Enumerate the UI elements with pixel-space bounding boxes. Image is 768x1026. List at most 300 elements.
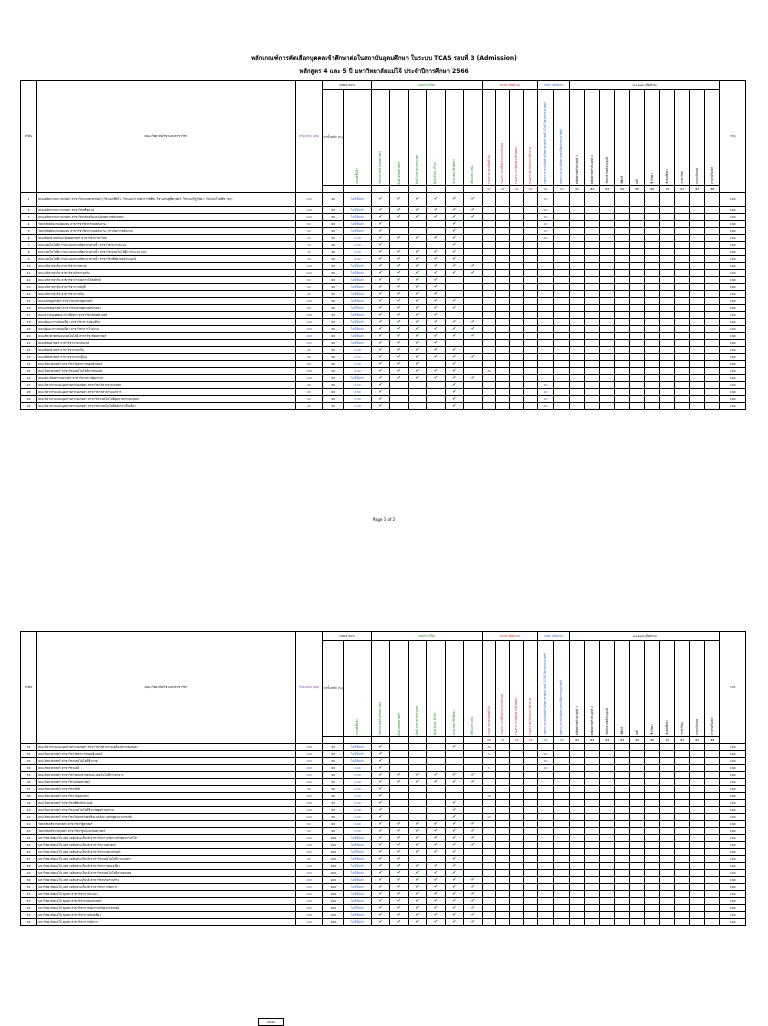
row-weight: 100 (323, 891, 344, 898)
row-subject-check: ✔ (445, 305, 463, 312)
row-no: 24 (21, 361, 37, 368)
row-alevel-blank (705, 319, 720, 326)
row-tgat-blank (496, 333, 510, 340)
row-total: 100 (720, 291, 746, 298)
row-subject-check: ✔ (445, 249, 463, 256)
row-alevel-blank (600, 326, 615, 333)
row-subject-check: ✔ (427, 235, 445, 242)
row-subject-check (464, 758, 483, 765)
row-tgat-blank (510, 361, 524, 368)
row-tgat-blank (510, 228, 524, 235)
row-tgat-blank (496, 389, 510, 396)
row-alevel-blank (600, 277, 615, 284)
row-tgat-blank (496, 786, 510, 793)
row-alevel-blank (600, 919, 615, 926)
row-alevel-blank (585, 877, 600, 884)
row-alevel-blank (660, 786, 675, 793)
row-subject-check: ✔ (408, 319, 426, 326)
row-alevel-blank (570, 249, 585, 256)
row-tpat (537, 912, 553, 919)
row-alevel-blank (615, 898, 630, 905)
row-alevel-blank (630, 905, 645, 912)
row-tgat-blank (524, 835, 538, 842)
table-row (21, 389, 746, 396)
row-faculty-name: คณะวิทยาศาสตร์ สาขาวิชาวิทยาศาสตร์สิ่งแวดล้อม (หลักสูตรนานาชาติ) (37, 814, 296, 821)
row-alevel-blank (660, 396, 675, 403)
row-subject-check: ✔ (371, 249, 389, 256)
row-seats: 60 (295, 382, 323, 389)
header-seats: จำนวนรับ (คน) (295, 632, 323, 744)
header-subject-4-label: ประเภทอาชีวศึกษา (451, 710, 456, 735)
row-tpat: 20 (537, 228, 553, 235)
row-alevel-blank (660, 849, 675, 856)
row-tgat (482, 772, 496, 779)
row-subject-check: ✔ (390, 919, 408, 926)
row-tgat-blank (496, 270, 510, 277)
row-faculty-name: คณะวิศวกรรมและอุตสาหกรรมเกษตร สาขาวิชาวิศวกรรมอาหาร (37, 389, 296, 396)
row-min-gpax: ไม่มีขั้นต่ำ (344, 284, 372, 291)
row-tgat-blank (510, 898, 524, 905)
row-alevel-blank (630, 375, 645, 382)
row-subject-check: ✔ (371, 221, 389, 228)
row-min-gpax: 2.00 (344, 800, 372, 807)
row-alevel-blank (690, 905, 705, 912)
row-tgat (482, 375, 496, 382)
row-subject-check: ✔ (464, 326, 483, 333)
row-alevel-blank (615, 256, 630, 263)
row-tgat-blank (510, 863, 524, 870)
row-alevel-blank (675, 340, 690, 347)
row-alevel-blank (645, 751, 660, 758)
row-subject-check: ✔ (408, 835, 426, 842)
row-subject-check: ✔ (371, 305, 389, 312)
row-alevel-blank (645, 828, 660, 835)
row-alevel-blank (645, 214, 660, 221)
row-tgat-blank (524, 221, 538, 228)
row-alevel-blank (630, 856, 645, 863)
row-tgat (482, 382, 496, 389)
row-subject-check: ✔ (445, 228, 463, 235)
header-alevel-3-label: ฟิสิกส์ (619, 176, 624, 184)
row-tpat-blank (554, 877, 570, 884)
row-alevel-blank (600, 333, 615, 340)
row-subject-check: ✔ (445, 256, 463, 263)
row-alevel-blank (570, 389, 585, 396)
row-alevel-blank (690, 800, 705, 807)
row-subject-check: ✔ (427, 354, 445, 361)
row-weight: 100 (323, 912, 344, 919)
row-tgat-blank (524, 214, 538, 221)
row-min-gpax: ไม่มีขั้นต่ำ (344, 877, 372, 884)
row-alevel-blank (630, 898, 645, 905)
row-alevel-blank (690, 242, 705, 249)
row-alevel-blank (690, 298, 705, 305)
row-subject-check (427, 856, 445, 863)
header-subject-4 (445, 641, 463, 737)
table-row (21, 765, 746, 772)
row-alevel-blank (705, 877, 720, 884)
row-total: 100 (720, 249, 746, 256)
header-alevel-2-label: วิทยาศาสตร์ประยุกต์ (604, 708, 609, 735)
row-subject-check: ✔ (371, 242, 389, 249)
row-alevel-blank (585, 800, 600, 807)
row-weight: 50 (323, 333, 344, 340)
row-subject-check (408, 242, 426, 249)
row-subject-check: ✔ (371, 235, 389, 242)
row-tgat-blank (496, 842, 510, 849)
row-alevel-blank (660, 333, 675, 340)
row-subject-check: ✔ (371, 842, 389, 849)
row-alevel-blank (705, 193, 720, 207)
header-subject-2 (408, 90, 426, 186)
row-tpat (537, 863, 553, 870)
row-subject-check: ✔ (464, 919, 483, 926)
row-alevel-blank (615, 884, 630, 891)
table-row (21, 807, 746, 814)
row-alevel-blank (600, 207, 615, 214)
row-alevel-blank (600, 814, 615, 821)
row-tpat (537, 284, 553, 291)
row-alevel-blank (675, 779, 690, 786)
row-alevel-blank (570, 765, 585, 772)
row-alevel-blank (675, 758, 690, 765)
row-tgat-blank (510, 842, 524, 849)
row-tgat-blank (524, 375, 538, 382)
row-subject-check: ✔ (371, 382, 389, 389)
row-total: 100 (720, 319, 746, 326)
row-tgat-blank (496, 884, 510, 891)
row-total: 100 (720, 207, 746, 214)
row-alevel-blank (600, 849, 615, 856)
row-alevel-blank (600, 298, 615, 305)
row-alevel-blank (615, 828, 630, 835)
row-min-gpax: 2.00 (344, 786, 372, 793)
row-tpat (537, 368, 553, 375)
row-alevel-blank (585, 891, 600, 898)
row-alevel-blank (645, 312, 660, 319)
score-code-7: 82 (585, 737, 600, 744)
row-alevel-blank (615, 291, 630, 298)
row-no: 52 (21, 891, 37, 898)
score-code-5: 95 (554, 186, 570, 193)
row-alevel-blank (705, 905, 720, 912)
row-subject-check: ✔ (464, 319, 483, 326)
row-weight: 50 (323, 800, 344, 807)
row-tpat (537, 856, 553, 863)
row-alevel-blank (615, 744, 630, 751)
row-alevel-blank (570, 228, 585, 235)
row-alevel-blank (585, 242, 600, 249)
header-alevel-1 (585, 90, 600, 186)
row-weight: 50 (323, 828, 344, 835)
row-tpat (537, 821, 553, 828)
row-tpat (537, 263, 553, 270)
row-faculty-name: คณะวิทยาศาสตร์ สาขาวิชาเคมี (37, 765, 296, 772)
row-tpat-blank (554, 193, 570, 207)
row-subject-check (390, 751, 408, 758)
row-alevel-blank (630, 193, 645, 207)
row-tgat (482, 800, 496, 807)
row-alevel-blank (660, 368, 675, 375)
row-subject-check (427, 744, 445, 751)
row-subject-check: ✔ (371, 284, 389, 291)
table-row (21, 242, 746, 249)
row-tgat-blank (510, 814, 524, 821)
row-tgat-blank (524, 347, 538, 354)
row-alevel-blank (630, 793, 645, 800)
row-weight: 50 (323, 375, 344, 382)
row-alevel-blank (630, 340, 645, 347)
row-alevel-blank (660, 263, 675, 270)
row-subject-check: ✔ (445, 368, 463, 375)
row-alevel-blank (675, 305, 690, 312)
code-blank-subject (464, 186, 483, 193)
row-alevel-blank (675, 256, 690, 263)
row-subject-check: ✔ (427, 828, 445, 835)
row-alevel-blank (645, 368, 660, 375)
row-alevel-blank (690, 396, 705, 403)
row-tgat-blank (496, 326, 510, 333)
row-alevel-blank (705, 235, 720, 242)
row-tgat (482, 312, 496, 319)
row-subject-check (464, 242, 483, 249)
row-alevel-blank (630, 842, 645, 849)
row-weight: 50 (323, 298, 344, 305)
row-subject-check: ✔ (427, 772, 445, 779)
table-row (21, 305, 746, 312)
row-alevel-blank (600, 870, 615, 877)
row-tgat: 10 (482, 814, 496, 821)
table-row (21, 751, 746, 758)
row-alevel-blank (645, 305, 660, 312)
row-tgat-blank (496, 758, 510, 765)
row-tgat-blank (510, 389, 524, 396)
row-faculty-name: มหาวิทยาลัยแม่โจ้-แพร่ เฉลิมพระเกียรติ สาขาวิชาเทคโนโลยีการเกษตร (37, 856, 296, 863)
row-tpat-blank (554, 919, 570, 926)
row-subject-check: ✔ (371, 898, 389, 905)
row-subject-check (427, 221, 445, 228)
header-tgat-1 (496, 641, 510, 737)
row-alevel-blank (705, 375, 720, 382)
row-subject-check (408, 814, 426, 821)
row-subject-check: ✔ (371, 361, 389, 368)
row-no: 19 (21, 326, 37, 333)
row-alevel-blank (645, 877, 660, 884)
header-subject-2-label: ศิลป์-ภาษาต่างประเทศ (414, 705, 419, 735)
row-tpat (537, 291, 553, 298)
row-alevel-blank (570, 256, 585, 263)
row-alevel-blank (675, 849, 690, 856)
row-no: 50 (21, 877, 37, 884)
row-tpat (537, 361, 553, 368)
row-seats: 100 (295, 905, 323, 912)
row-subject-check: ✔ (408, 898, 426, 905)
row-tgat-blank (510, 333, 524, 340)
row-tgat-blank (524, 779, 538, 786)
row-tpat (537, 772, 553, 779)
row-alevel-blank (630, 368, 645, 375)
row-alevel-blank (705, 221, 720, 228)
row-subject-check (464, 786, 483, 793)
row-alevel-blank (645, 744, 660, 751)
row-subject-check: ✔ (427, 284, 445, 291)
row-faculty-name: คณะศิลปศาสตร์ สาขาวิชาภาษาจีน (37, 347, 296, 354)
grand-total: 5040 (258, 1018, 284, 1026)
row-weight: 50 (323, 751, 344, 758)
row-alevel-blank (645, 856, 660, 863)
row-subject-check (390, 396, 408, 403)
row-weight: 50 (323, 284, 344, 291)
row-alevel-blank (585, 382, 600, 389)
row-alevel-blank (705, 298, 720, 305)
row-tgat-blank (496, 751, 510, 758)
row-subject-check (390, 758, 408, 765)
row-faculty-name: คณะผลิตกรรมการเกษตร สาขาวิชาส่งเสริมและนิเทศศาสตร์เกษตร (37, 214, 296, 221)
row-alevel-blank (645, 263, 660, 270)
row-alevel-blank (630, 221, 645, 228)
row-faculty-name: มหาวิทยาลัยแม่โจ้-แพร่ เฉลิมพระเกียรติ สาขาวิชาการท่องเที่ยว (37, 863, 296, 870)
row-subject-check: ✔ (371, 870, 389, 877)
score-code-0: 90 (482, 186, 496, 193)
row-alevel-blank (600, 800, 615, 807)
row-alevel-blank (600, 403, 615, 410)
row-no: 7 (21, 242, 37, 249)
row-tpat-blank (554, 389, 570, 396)
row-tpat (537, 786, 553, 793)
row-alevel-blank (660, 235, 675, 242)
row-subject-check: ✔ (390, 842, 408, 849)
row-faculty-name: คณะวิทยาศาสตร์ สาขาวิชาเทคโนโลยีสารสนเทศ (37, 368, 296, 375)
table-row (21, 326, 746, 333)
header-tgat-2-label: TGAT2 การคิดอย่างมีเหตุผล (514, 147, 519, 184)
table-row (21, 800, 746, 807)
row-alevel-blank (615, 221, 630, 228)
header-alevel-2-label: วิทยาศาสตร์ประยุกต์ (604, 157, 609, 184)
row-no: 10 (21, 263, 37, 270)
row-min-gpax: ไม่มีขั้นต่ำ (344, 326, 372, 333)
row-alevel-blank (570, 193, 585, 207)
row-subject-check (390, 403, 408, 410)
row-total: 100 (720, 821, 746, 828)
row-alevel-blank (690, 828, 705, 835)
row-tgat-blank (524, 758, 538, 765)
row-min-gpax: 2.00 (344, 779, 372, 786)
header-subject-0 (371, 641, 389, 737)
header-subject-1-label: ศิลป์-คณิตศาสตร์ (396, 161, 401, 184)
row-alevel-blank (675, 905, 690, 912)
row-tgat-blank (510, 849, 524, 856)
row-alevel-blank (690, 277, 705, 284)
row-alevel-blank (615, 305, 630, 312)
row-seats: 60 (295, 828, 323, 835)
row-alevel-blank (600, 361, 615, 368)
row-subject-check: ✔ (445, 863, 463, 870)
row-alevel-blank (570, 849, 585, 856)
row-subject-check: ✔ (445, 263, 463, 270)
row-weight: 50 (323, 382, 344, 389)
row-min-gpax: ไม่มีขั้นต่ำ (344, 263, 372, 270)
row-seats: 100 (295, 333, 323, 340)
row-tgat (482, 912, 496, 919)
row-subject-check: ✔ (371, 877, 389, 884)
row-alevel-blank (585, 326, 600, 333)
row-alevel-blank (705, 389, 720, 396)
row-alevel-blank (570, 814, 585, 821)
row-weight: 50 (323, 340, 344, 347)
row-subject-check: ✔ (427, 214, 445, 221)
row-tgat (482, 354, 496, 361)
row-tgat-blank (496, 235, 510, 242)
row-alevel-blank (630, 912, 645, 919)
row-subject-check: ✔ (371, 256, 389, 263)
row-subject-check: ✔ (371, 375, 389, 382)
row-weight: 50 (323, 228, 344, 235)
row-alevel-blank (705, 835, 720, 842)
row-alevel-blank (645, 221, 660, 228)
row-tgat-blank (524, 396, 538, 403)
row-alevel-blank (585, 828, 600, 835)
row-alevel-blank (705, 396, 720, 403)
row-weight: 50 (323, 277, 344, 284)
header-alevel-6-label: สังคมศึกษา (664, 169, 669, 184)
row-subject-check: ✔ (371, 793, 389, 800)
header-alevel-2 (600, 641, 615, 737)
row-alevel-blank (675, 786, 690, 793)
header-weight: ค่าน้ำหนัก (%) (323, 90, 344, 186)
row-tgat (482, 270, 496, 277)
row-faculty-name: คณะวิทยาศาสตร์ สาขาวิชาวิทยาการคอมพิวเตอร์ (37, 751, 296, 758)
row-alevel-blank (600, 758, 615, 765)
row-total: 100 (720, 758, 746, 765)
header-weight: ค่าน้ำหนัก (%) (323, 641, 344, 737)
row-tgat (482, 319, 496, 326)
row-tgat-blank (510, 821, 524, 828)
row-subject-check (390, 765, 408, 772)
row-subject-check (464, 228, 483, 235)
row-tgat-blank (496, 396, 510, 403)
row-alevel-blank (675, 382, 690, 389)
row-alevel-blank (600, 221, 615, 228)
header-tgat-0 (482, 90, 496, 186)
header-no: ลำดับ (21, 81, 37, 193)
row-tpat (537, 807, 553, 814)
row-alevel-blank (660, 277, 675, 284)
row-subject-check (445, 277, 463, 284)
row-subject-check: ✔ (371, 821, 389, 828)
row-alevel-blank (615, 842, 630, 849)
row-alevel-blank (660, 912, 675, 919)
row-tgat-blank (510, 347, 524, 354)
row-subject-check: ✔ (427, 842, 445, 849)
row-tgat-blank (496, 800, 510, 807)
row-subject-check (464, 249, 483, 256)
row-total: 100 (720, 235, 746, 242)
row-subject-check (390, 221, 408, 228)
score-code-13: 81 (675, 186, 690, 193)
table-row (21, 382, 746, 389)
row-alevel-blank (600, 263, 615, 270)
row-alevel-blank (690, 284, 705, 291)
row-alevel-blank (705, 744, 720, 751)
row-alevel-blank (600, 340, 615, 347)
row-min-gpax: ไม่มีขั้นต่ำ (344, 305, 372, 312)
row-alevel-blank (600, 312, 615, 319)
header-alevel-0 (570, 90, 585, 186)
row-tpat-blank (554, 312, 570, 319)
row-tpat (537, 800, 553, 807)
table-row (21, 235, 746, 242)
header-alevel-4 (630, 641, 645, 737)
